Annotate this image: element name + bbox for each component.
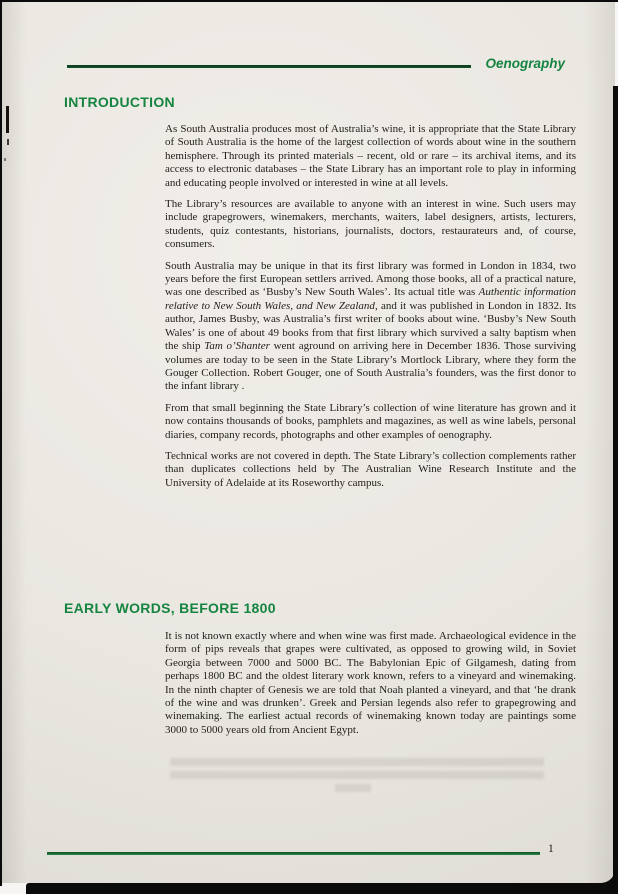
page-number: 1 xyxy=(548,843,554,855)
scan-edge-right xyxy=(613,86,618,894)
running-head-title: Oenography xyxy=(485,56,565,71)
paragraph: From that small beginning the State Library’s collection of wine literature has grown and it now contains thousands of books, pamphlets and magazines, as well as wine labels, personal diaries, company records, photographs and other examples of oenography. xyxy=(165,401,576,441)
bleed-line xyxy=(335,784,371,792)
paragraph-text: , and it was published in London in 1832. Its author, James Busby, was Australia’s first writer of books about wine. ‘Busby’s New South Wales’ is one of about 49 books from that first library which survived a salty baptism when the ship xyxy=(165,299,577,353)
paragraph: Technical works are not covered in depth. The State Library’s collection complements rather than duplicates collections held by The Australian Wine Research Institute and the University of Adelaide at its Roseworthy campus. xyxy=(165,449,576,489)
early-words-body xyxy=(165,630,576,745)
binding-mark xyxy=(7,139,9,145)
scan-edge-top xyxy=(0,0,618,2)
binding-mark xyxy=(6,106,9,133)
paragraph: It is not known exactly where and when wine was first made. Archaeological evidence in the form of pips reveals that grapes were cultivated, as opposed to growing wild, in Soviet Georgia between 7000 and 5000 BC. The Babylonian Epic of Gilgamesh, dating from perhaps 1800 BC and the oldest literary work known, refers to a vineyard and winemaking. In the ninth chapter of Genesis we are told that Noah planted a vineyard, and that ‘he drank of the wine and was drunken’. Greek and Persian legends also refer to grapegrowing and winemaking. The earliest actual records of winemaking known today are paintings some 3000 to 5000 years old from Ancient Egypt. xyxy=(165,630,576,736)
footer-rule xyxy=(47,852,540,855)
scan-edge-left xyxy=(0,0,2,886)
paragraph xyxy=(165,260,576,394)
header-rule xyxy=(67,65,471,68)
bleed-line xyxy=(170,758,544,766)
section-heading-introduction: INTRODUCTION xyxy=(64,94,175,110)
bleed-line xyxy=(170,771,544,779)
book-title-italic: Authentic information relative to New South Wales, and New Zealand xyxy=(165,286,576,312)
paragraph: The Library’s resources are available to anyone with an interest in wine. Such users may include grapegrowers, winemakers, merchants, waiters, label designers, artists, lecturers, students, quiz contestants, historians, journalists, doctors, restaurateurs and, of course, consumers. xyxy=(165,198,576,251)
ship-name-italic: Tam o’Shanter xyxy=(204,340,270,353)
section-heading-early-words: EARLY WORDS, BEFORE 1800 xyxy=(64,600,276,616)
binding-mark xyxy=(4,158,6,161)
bleed-through-artifact xyxy=(170,758,544,797)
paragraph-text: went aground on arriving here in December 1836. Those surviving volumes are today to be seen in the State Library’s Mortlock Library, where they form the Gouger Collection. Robert Gouger, one of South Australia’s founders, was the first donor to the infant library . xyxy=(165,340,576,393)
page-paper xyxy=(2,2,615,883)
introduction-body xyxy=(165,123,576,498)
paragraph: As South Australia produces most of Australia’s wine, it is appropriate that the State Library of South Australia is the home of the largest collection of words about wine in the southern hemisphere. Through its printed materials – recent, old or rare – its archival items, and its access to electronic databases – the State Library has an important role to play in informing and educating people involved or interested in wine at all levels. xyxy=(165,123,576,189)
scan-edge-bottom xyxy=(26,883,618,894)
paragraph-text: South Australia may be unique in that its first library was formed in London in 1834, two years before the first European settlers arrived. Among those books, all of a practical nature, was one described as ‘Busby’s New South Wales’. Its actual title was xyxy=(165,259,576,299)
